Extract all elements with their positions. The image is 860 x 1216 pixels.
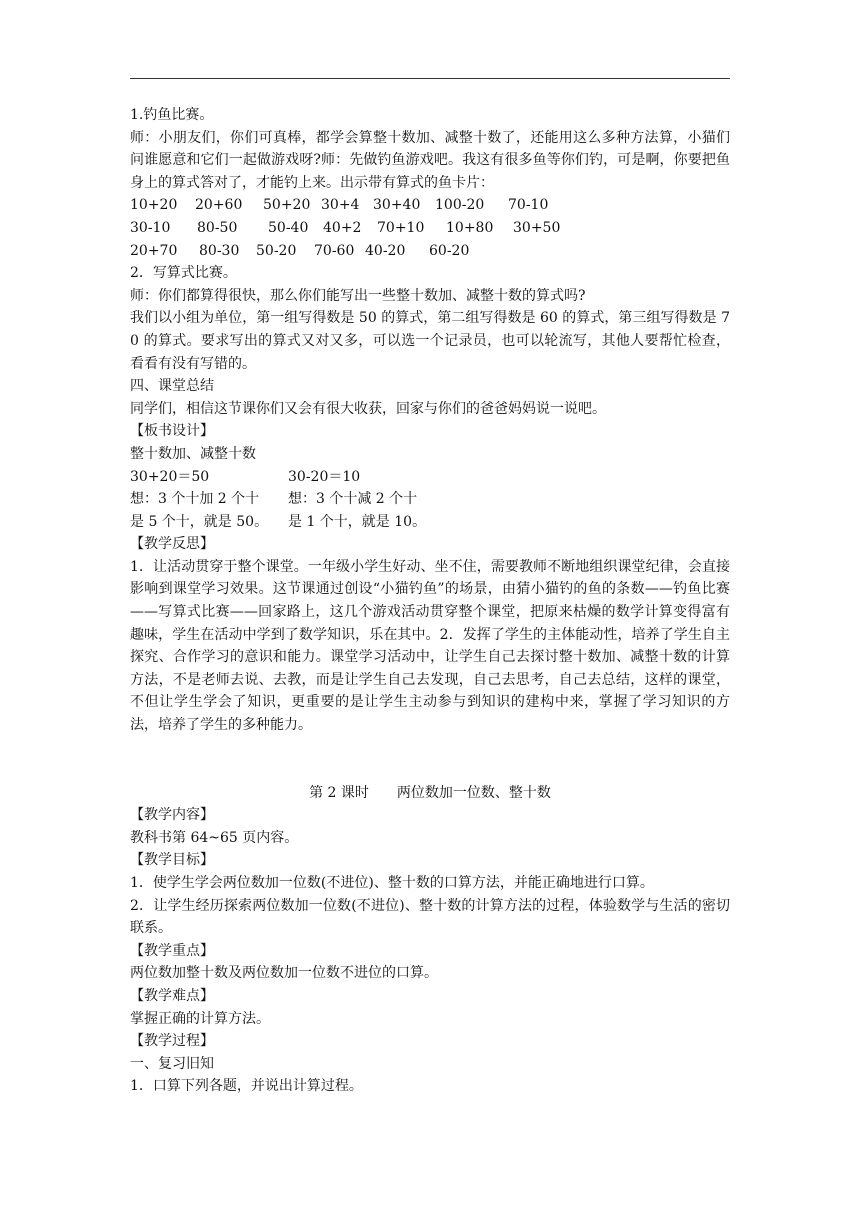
content-heading: 【教学内容】 xyxy=(130,807,214,824)
expression: 70-60 xyxy=(314,242,355,259)
board-title: 整十数加、减整十数 xyxy=(130,445,256,462)
content-text: 教科书第 64~65 页内容。 xyxy=(130,829,299,846)
expression: 30-10 xyxy=(130,219,171,236)
expression: 30+4 xyxy=(321,197,360,214)
goals-heading: 【教学目标】 xyxy=(130,852,214,869)
review-item: 1．口算下列各题，并说出计算过程。 xyxy=(130,1078,363,1095)
expression: 100-20 xyxy=(435,197,485,214)
key-point-heading: 【教学重点】 xyxy=(130,942,214,959)
expression: 10+80 xyxy=(446,219,494,236)
header-rule xyxy=(130,78,730,79)
board-left: 想：3 个十加 2 个十 xyxy=(130,491,260,508)
expression: 50-40 xyxy=(268,219,309,236)
board-right: 30-20＝10 xyxy=(288,468,361,485)
board-right: 是 1 个十，就是 10。 xyxy=(288,513,427,530)
board-row xyxy=(130,488,730,511)
document-body xyxy=(130,104,730,1098)
expression: 80-30 xyxy=(199,242,240,259)
expression-row-3 xyxy=(130,240,730,263)
summary-text: 同学们，相信这节课你们又会有很大收获，回家与你们的爸爸妈妈说一说吧。 xyxy=(130,400,606,417)
board-left: 是 5 个十，就是 50。 xyxy=(130,513,269,530)
board-left: 30+20＝50 xyxy=(130,468,210,485)
expression: 30+50 xyxy=(513,219,561,236)
reflection-heading: 【教学反思】 xyxy=(130,536,214,553)
teacher-paragraph-fishing: 师：小朋友们，你们可真棒，都学会算整十数加、减整十数了，还能用这么多种方法算，小猫们问谁愿意和它们一起做游戏呀?师：先做钓鱼游戏吧。我这有很多鱼等你们钓，可是啊，你要把鱼身上的算式答对了，才能钓上来。出示带有算式的鱼卡片： xyxy=(130,129,730,191)
key-point-text: 两位数加整十数及两位数加一位数不进位的口算。 xyxy=(130,965,438,982)
expression-row-2 xyxy=(130,217,730,240)
difficulty-heading: 【教学难点】 xyxy=(130,987,214,1004)
section-heading-fishing: 1.钓鱼比赛。 xyxy=(130,107,214,123)
expression: 70+10 xyxy=(377,219,425,236)
expression: 10+20 xyxy=(130,197,178,214)
lesson-title: 第 2 课时 两位数加一位数、整十数 xyxy=(309,784,551,801)
teacher-question: 师：你们都算得很快，那么你们能写出一些整十数加、减整十数的算式吗? xyxy=(130,287,586,304)
expression: 20+70 xyxy=(130,242,178,259)
expression: 40+2 xyxy=(323,219,362,236)
expression-row-1 xyxy=(130,194,730,217)
section-spacer xyxy=(130,737,730,782)
expression: 20+60 xyxy=(195,197,243,214)
section-heading-writing: 2．写算式比赛。 xyxy=(130,265,237,282)
process-heading: 【教学过程】 xyxy=(130,1033,214,1050)
goal-item-2: 2．让学生经历探索两位数加一位数(不进位)、整十数的计算方法的过程，体验数学与生活的密切联系。 xyxy=(130,897,730,937)
expression: 30+40 xyxy=(373,197,421,214)
difficulty-text: 掌握正确的计算方法。 xyxy=(130,1010,270,1027)
group-instructions: 我们以小组为单位，第一组写得数是 50 的算式，第二组写得数是 60 的算式，第三组写得数是 70 的算式。要求写出的算式又对又多，可以选一个记录员，也可以轮流写，其他人要帮忙检查，看看有没有写错的。 xyxy=(130,310,730,372)
goal-item-1: 1．使学生学会两位数加一位数(不进位)、整十数的口算方法，并能正确地进行口算。 xyxy=(130,875,654,891)
expression: 40-20 xyxy=(365,242,406,259)
board-right: 想：3 个十减 2 个十 xyxy=(288,491,418,508)
expression: 60-20 xyxy=(429,242,470,259)
expression: 50-20 xyxy=(256,242,297,259)
summary-heading: 四、课堂总结 xyxy=(130,378,214,395)
board-design-heading: 【板书设计】 xyxy=(130,423,214,440)
expression: 50+20 xyxy=(263,197,311,214)
expression: 70-10 xyxy=(508,197,549,214)
board-row xyxy=(130,466,730,489)
expression: 80-50 xyxy=(197,219,238,236)
reflection-text: 1．让活动贯穿于整个课堂。一年级小学生好动、坐不住，需要教师不断地组织课堂纪律，会直接影响到课堂学习效果。这节课通过创设“小猫钓鱼”的场景，由猜小猫钓的鱼的条数——钓鱼比赛——写算式比赛——回家路上，这几个游戏活动贯穿整个课堂，把原来枯燥的数学计算变得富有趣味，学生在活动中学到了数学知识，乐在其中。2．发挥了学生的主体能动性，培养了学生自主探究、合作学习的意识和能力。课堂学习活动中，让学生自己去探讨整十数加、减整十数的计算方法，不是老师去说、去教，而是让学生自己去发现，自己去思考，自己去总结，这样的课堂，不但让学生学会了知识，更重要的是让学生主动参与到知识的建构中来，掌握了学习知识的方法，培养了学生的多种能力。 xyxy=(130,558,730,734)
review-heading: 一、复习旧知 xyxy=(130,1055,214,1072)
board-row xyxy=(130,511,730,534)
